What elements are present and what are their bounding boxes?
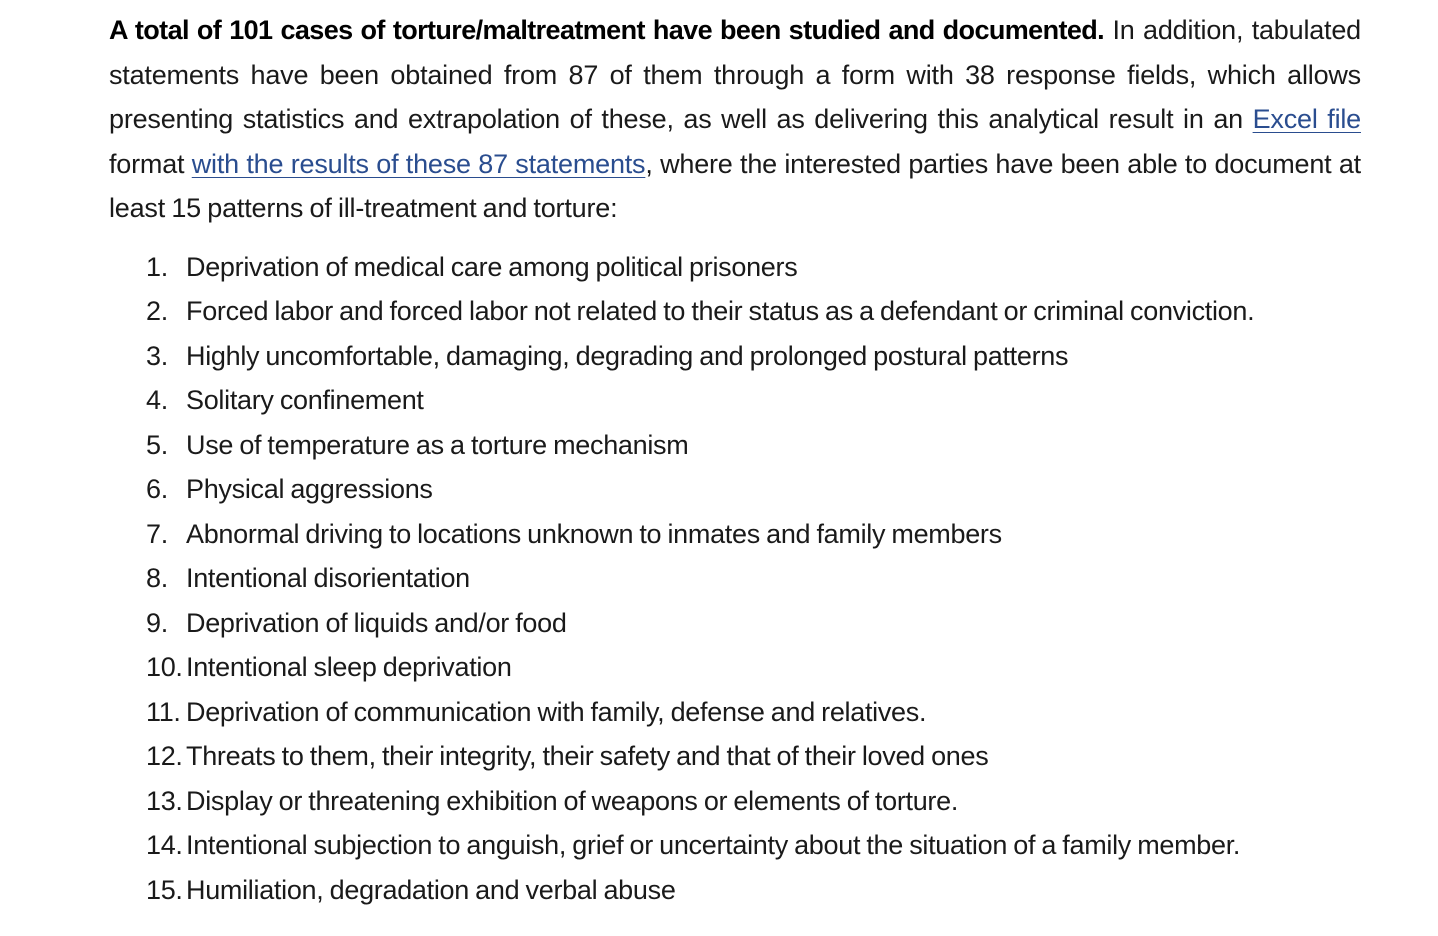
list-item-number: 6. xyxy=(146,474,168,505)
list-item xyxy=(109,467,1361,512)
list-item xyxy=(109,823,1361,868)
excel-file-link[interactable]: Excel file xyxy=(1252,104,1361,135)
list-item xyxy=(109,779,1361,824)
list-item-text: Use of temperature as a torture mechanism xyxy=(186,429,689,460)
list-item-text: Physical aggressions xyxy=(186,474,433,505)
list-item-text: Threats to them, their integrity, their safety and that of their loved ones xyxy=(186,741,989,772)
list-item xyxy=(109,423,1361,468)
list-item-number: 3. xyxy=(146,340,168,371)
list-item-number: 5. xyxy=(146,429,168,460)
list-item-number: 15. xyxy=(146,874,183,905)
list-item-text: Intentional disorientation xyxy=(186,563,470,594)
list-item-text: Solitary confinement xyxy=(186,385,424,416)
list-item-text: Abnormal driving to locations unknown to inmates and family members xyxy=(186,518,1002,549)
intro-text-2: format xyxy=(109,148,192,179)
list-item-number: 2. xyxy=(146,296,168,327)
list-item-number: 11. xyxy=(146,696,181,727)
intro-text-1: In addition, tabulated statements have been obtained from 87 of them through a form with 38 response fields, which allows presenting statistics and extrapolation of these, as well as delivering this analytical result in an xyxy=(109,15,1361,135)
intro-bold-statement: A total of 101 cases of torture/maltreatment have been studied and documented. xyxy=(109,15,1105,45)
list-item xyxy=(109,512,1361,557)
list-item-number: 4. xyxy=(146,385,168,416)
list-item-text: Intentional subjection to anguish, grief or uncertainty about the situation of a family member. xyxy=(186,830,1241,861)
list-item xyxy=(109,556,1361,601)
list-item xyxy=(109,378,1361,423)
list-item xyxy=(109,868,1361,913)
list-item-text: Deprivation of communication with family, defense and relatives. xyxy=(186,696,927,727)
torture-patterns-list xyxy=(109,245,1361,913)
list-item-number: 14. xyxy=(146,830,183,861)
list-item-number: 8. xyxy=(146,563,168,594)
intro-paragraph xyxy=(109,8,1361,231)
list-item-text: Intentional sleep deprivation xyxy=(186,652,512,683)
list-item-number: 1. xyxy=(146,251,168,282)
list-item-text: Deprivation of medical care among political prisoners xyxy=(186,251,798,282)
list-item-number: 13. xyxy=(146,785,183,816)
list-item-text: Display or threatening exhibition of weapons or elements of torture. xyxy=(186,785,959,816)
list-item xyxy=(109,334,1361,379)
list-item-text: Forced labor and forced labor not related to their status as a defendant or criminal conviction. xyxy=(186,296,1255,327)
list-item xyxy=(109,601,1361,646)
list-item-text: Humiliation, degradation and verbal abuse xyxy=(186,874,676,905)
list-item-number: 12. xyxy=(146,741,183,772)
list-item xyxy=(109,289,1361,334)
article-content xyxy=(109,8,1361,912)
list-item-text: Deprivation of liquids and/or food xyxy=(186,607,567,638)
list-item xyxy=(109,734,1361,779)
list-item-text: Highly uncomfortable, damaging, degrading and prolonged postural patterns xyxy=(186,340,1069,371)
list-item-number: 10. xyxy=(146,652,183,683)
list-item xyxy=(109,690,1361,735)
list-item xyxy=(109,245,1361,290)
list-item-number: 7. xyxy=(146,518,168,549)
list-item xyxy=(109,645,1361,690)
list-item-number: 9. xyxy=(146,607,168,638)
statements-results-link[interactable]: with the results of these 87 statements xyxy=(191,148,646,179)
intro-text-3: , where the interested parties have been able to document at least 15 patterns of ill-treatment and torture: xyxy=(109,148,1361,224)
